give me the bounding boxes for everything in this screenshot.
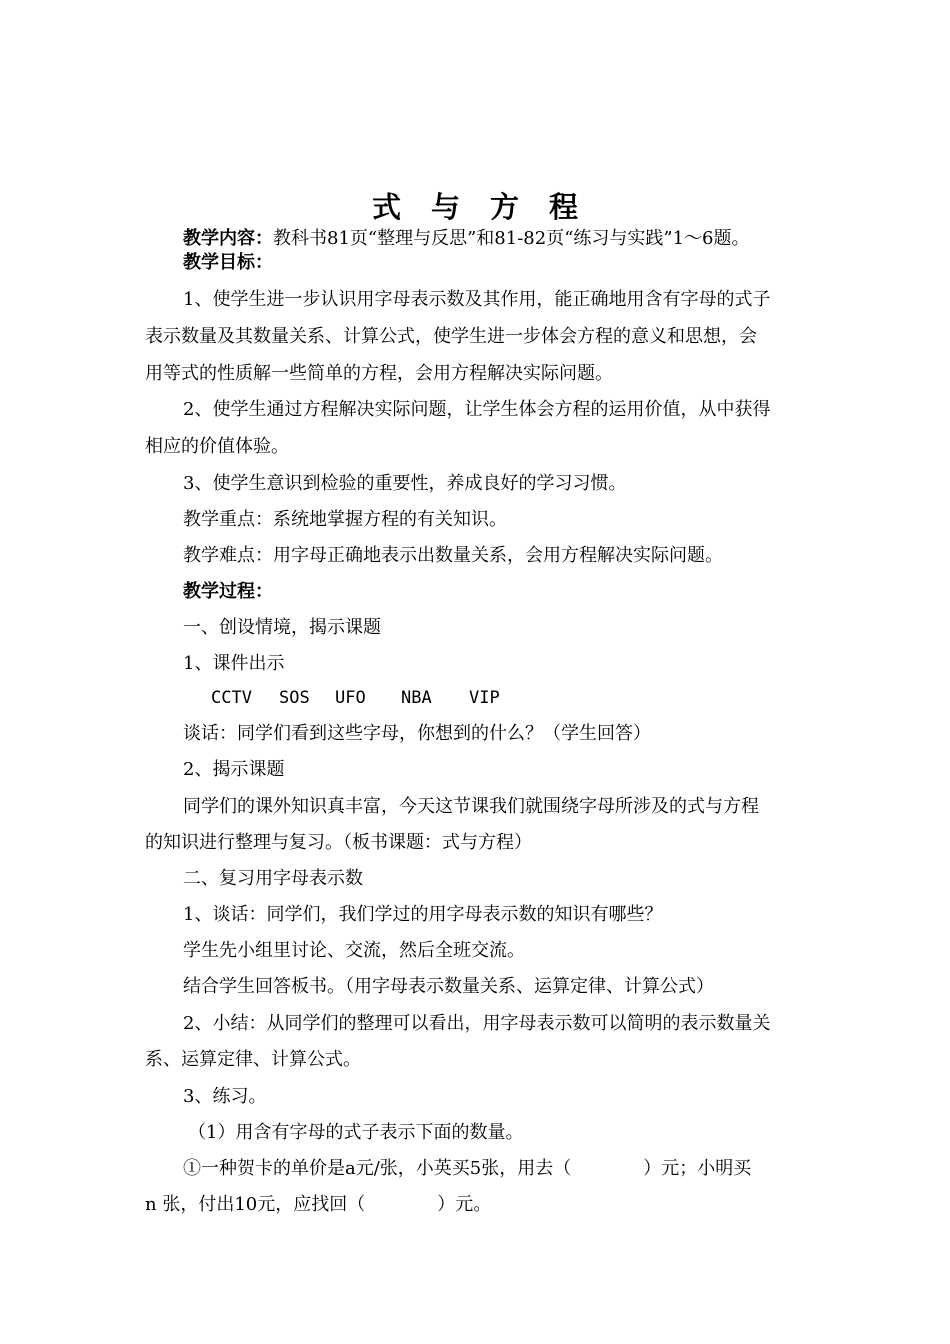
abbr-vip: VIP: [469, 688, 500, 708]
reveal-line-1: 同学们的课外知识真丰富，今天这节课我们就围绕字母所涉及的式与方程: [183, 796, 759, 817]
key-point: 教学重点：系统地掌握方程的有关知识。: [183, 509, 507, 530]
abbr-nba: NBA: [401, 688, 432, 708]
section-2-item-1: 1、谈话：同学们，我们学过的用字母表示数的知识有哪些？: [183, 904, 663, 925]
section-2-discuss: 学生先小组里讨论、交流，然后全班交流。: [183, 940, 525, 961]
goal-1-line-3: 用等式的性质解一些简单的方程，会用方程解决实际问题。: [145, 363, 613, 384]
content-label: 教学内容：: [183, 228, 273, 249]
goal-1-line-2: 表示数量及其数量关系、计算公式，使学生进一步体会方程的意义和思想，会: [145, 326, 757, 347]
goal-2-line-2: 相应的价值体验。: [145, 436, 289, 457]
goals-label: 教学目标：: [183, 252, 273, 273]
section-1-item-2: 2、揭示课题: [183, 759, 285, 780]
process-label: 教学过程：: [183, 581, 273, 602]
section-2-summary-line-1: 2、小结：从同学们的整理可以看出，用字母表示数可以简明的表示数量关: [183, 1013, 771, 1034]
goal-3: 3、使学生意识到检验的重要性，养成良好的学习习惯。: [183, 473, 627, 494]
abbr-sos: SOS: [279, 688, 310, 708]
goal-1-line-1: 1、使学生进一步认识用字母表示数及其作用，能正确地用含有字母的式子: [183, 289, 771, 310]
talk-1: 谈话：同学们看到这些字母，你想到的什么？（学生回答）: [183, 723, 651, 744]
document-title: 式与方程: [371, 190, 608, 224]
abbr-cctv: CCTV: [211, 688, 252, 708]
section-1-item-1: 1、课件出示: [183, 653, 285, 674]
content-text: 教科书81页“整理与反思”和81-82页“练习与实践”1～6题。: [273, 228, 750, 249]
section-1-title: 一、创设情境，揭示课题: [183, 617, 381, 638]
exercise-1-title: （1）用含有字母的式子表示下面的数量。: [188, 1122, 524, 1143]
reveal-line-2: 的知识进行整理与复习。（板书课题：式与方程）: [145, 832, 532, 853]
goal-2-line-1: 2、使学生通过方程解决实际问题，让学生体会方程的运用价值，从中获得: [183, 399, 771, 420]
section-2-summary-line-2: 系、运算定律、计算公式。: [145, 1049, 361, 1070]
abbr-ufo: UFO: [335, 688, 366, 708]
exercise-1-question-line-1: ①一种贺卡的单价是a元/张，小英买5张，用去（ ）元；小明买: [183, 1158, 752, 1179]
section-2-board: 结合学生回答板书。（用字母表示数量关系、运算定律、计算公式）: [183, 976, 714, 997]
content-line: [183, 227, 863, 251]
section-2-practice: 3、练习。: [183, 1086, 267, 1107]
difficulty: 教学难点：用字母正确地表示出数量关系，会用方程解决实际问题。: [183, 545, 723, 566]
exercise-1-question-line-2: n 张，付出10元，应找回（ ）元。: [145, 1194, 492, 1215]
section-2-title: 二、复习用字母表示数: [183, 868, 363, 889]
